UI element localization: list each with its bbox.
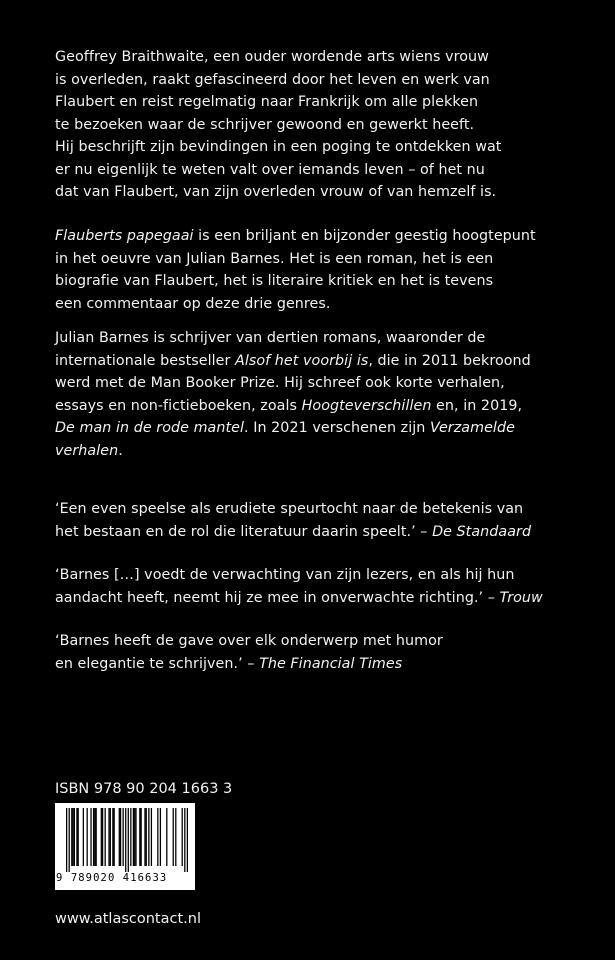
quote-source: De Standaard — [432, 523, 532, 540]
quote-line — [55, 587, 575, 610]
barcode-bar — [110, 808, 111, 866]
quote-text: het bestaan en de rol die literatuur daarin speelt.’ – — [55, 523, 433, 540]
book-title-italic: Verzamelde — [429, 420, 515, 436]
barcode-bar — [112, 808, 113, 866]
barcode-bars — [66, 808, 188, 872]
about-text: is een briljant en bijzonder geestig hoogtepunt — [193, 228, 536, 244]
review-quote — [55, 498, 575, 543]
barcode-bar — [123, 808, 124, 866]
barcode-bar — [114, 808, 115, 866]
barcode-digits: 9 789020 416633 — [56, 872, 168, 884]
barcode-bar — [72, 808, 73, 866]
barcode-bar — [146, 808, 147, 866]
barcode-bar — [175, 808, 176, 866]
barcode-bar — [140, 808, 141, 866]
about-line: een commentaar op deze drie genres. — [55, 295, 331, 312]
author-line — [55, 440, 575, 463]
barcode-bar — [76, 808, 77, 866]
barcode-bar — [83, 808, 84, 866]
review-quote — [55, 564, 575, 609]
barcode-bar — [135, 808, 136, 866]
author-text: , die in 2011 bekroond — [368, 352, 531, 369]
author-text: . In 2021 verschenen zijn — [244, 420, 430, 436]
synopsis-line: te bezoeken waar de schrijver gewoond en gewerkt heeft. — [55, 116, 475, 133]
barcode-bar — [66, 808, 67, 872]
barcode-bar — [101, 808, 102, 866]
quote-text: en elegantie te schrijven.’ – — [55, 655, 260, 672]
review-quote — [55, 630, 575, 675]
author-paragraph — [55, 327, 575, 462]
synopsis-line: is overleden, raakt gefascineerd door het leven en werk van — [55, 71, 490, 88]
quote-source: Trouw — [499, 589, 543, 606]
book-title-italic: verhalen — [55, 442, 119, 459]
isbn-number: ISBN 978 90 204 1663 3 — [55, 781, 233, 797]
barcode-bar — [78, 808, 79, 866]
barcode-bar — [139, 808, 140, 866]
barcode-bar — [125, 808, 126, 872]
about-line: in het oeuvre van Julian Barnes. Het is een roman, het is een — [55, 250, 494, 267]
barcode-bar — [144, 808, 145, 866]
author-text: . — [118, 442, 123, 459]
about-line — [55, 225, 575, 248]
about-paragraph — [55, 225, 575, 315]
author-line — [55, 350, 575, 373]
quote-line: ‘Barnes heeft de gave over elk onderwerp met humor — [55, 633, 443, 649]
barcode-bar — [102, 808, 103, 866]
quote-line: ‘Een even speelse als erudiete speurtocht naar de betekenis van — [55, 501, 524, 517]
synopsis-line: dat van Flaubert, van zijn overleden vrouw of van hemzelf is. — [55, 184, 497, 200]
book-title: Flauberts papegaai — [55, 228, 194, 244]
book-title-italic: Hoogteverschillen — [301, 397, 432, 414]
quote-line: ‘Barnes […] voedt de verwachting van zijn lezers, en als hij hun — [55, 567, 515, 583]
author-line: Julian Barnes is schrijver van dertien romans, waaronder de — [55, 330, 486, 346]
barcode-bar — [157, 808, 158, 866]
barcode-bar — [160, 808, 161, 866]
about-line: biografie van Flaubert, het is literaire kritiek en het is tevens — [55, 273, 494, 289]
barcode-bar — [133, 808, 134, 866]
publisher-website: www.atlascontact.nl — [55, 911, 201, 927]
author-line: werd met de Man Booker Prize. Hij schreef ook korte verhalen, — [55, 375, 505, 391]
barcode-bar — [173, 808, 174, 866]
barcode-bar — [119, 808, 120, 866]
author-text: internationale bestseller — [55, 352, 235, 369]
barcode-bar — [93, 808, 94, 866]
quote-text: aandacht heeft, neemt hij ze mee in onverwachte richting.’ – — [55, 589, 500, 606]
barcode — [55, 803, 195, 890]
synopsis-line: Hij beschrijft zijn bevindingen in een poging te ontdekken wat — [55, 139, 502, 155]
barcode-bar — [74, 808, 75, 866]
barcode-bar — [182, 808, 183, 866]
synopsis-line: er nu eigenlijk te weten valt over iemands leven – of het nu — [55, 161, 485, 178]
barcode-bar — [94, 808, 95, 866]
barcode-bar — [166, 808, 167, 866]
synopsis-paragraph — [55, 46, 575, 204]
barcode-bar — [71, 808, 72, 866]
book-title-italic: De man in de rode mantel — [55, 420, 244, 436]
quote-line — [55, 521, 575, 544]
barcode-bar — [128, 808, 129, 872]
barcode-bar — [148, 808, 149, 866]
barcode-bar — [87, 808, 88, 866]
quote-source: The Financial Times — [259, 655, 403, 672]
barcode-bar — [184, 808, 185, 872]
synopsis-line: Flaubert en reist regelmatig naar Frankrijk om alle plekken — [55, 94, 479, 110]
barcode-bar — [151, 808, 152, 866]
barcode-bar — [69, 808, 70, 872]
author-line — [55, 395, 575, 418]
synopsis-line: Geoffrey Braithwaite, een ouder wordende arts wiens vrouw — [55, 49, 489, 65]
barcode-bar — [134, 808, 135, 866]
quote-line — [55, 653, 575, 676]
book-title-italic: Alsof het voorbij is — [234, 352, 369, 369]
barcode-bar — [130, 808, 131, 866]
barcode-bar — [120, 808, 121, 866]
author-line — [55, 417, 575, 440]
barcode-bar — [187, 808, 188, 872]
barcode-bar — [90, 808, 91, 866]
barcode-bar — [105, 808, 106, 866]
barcode-bar — [96, 808, 97, 866]
author-text: essays en non-fictieboeken, zoals — [55, 397, 302, 414]
author-text: en, in 2019, — [431, 397, 523, 414]
barcode-bar — [108, 808, 109, 866]
